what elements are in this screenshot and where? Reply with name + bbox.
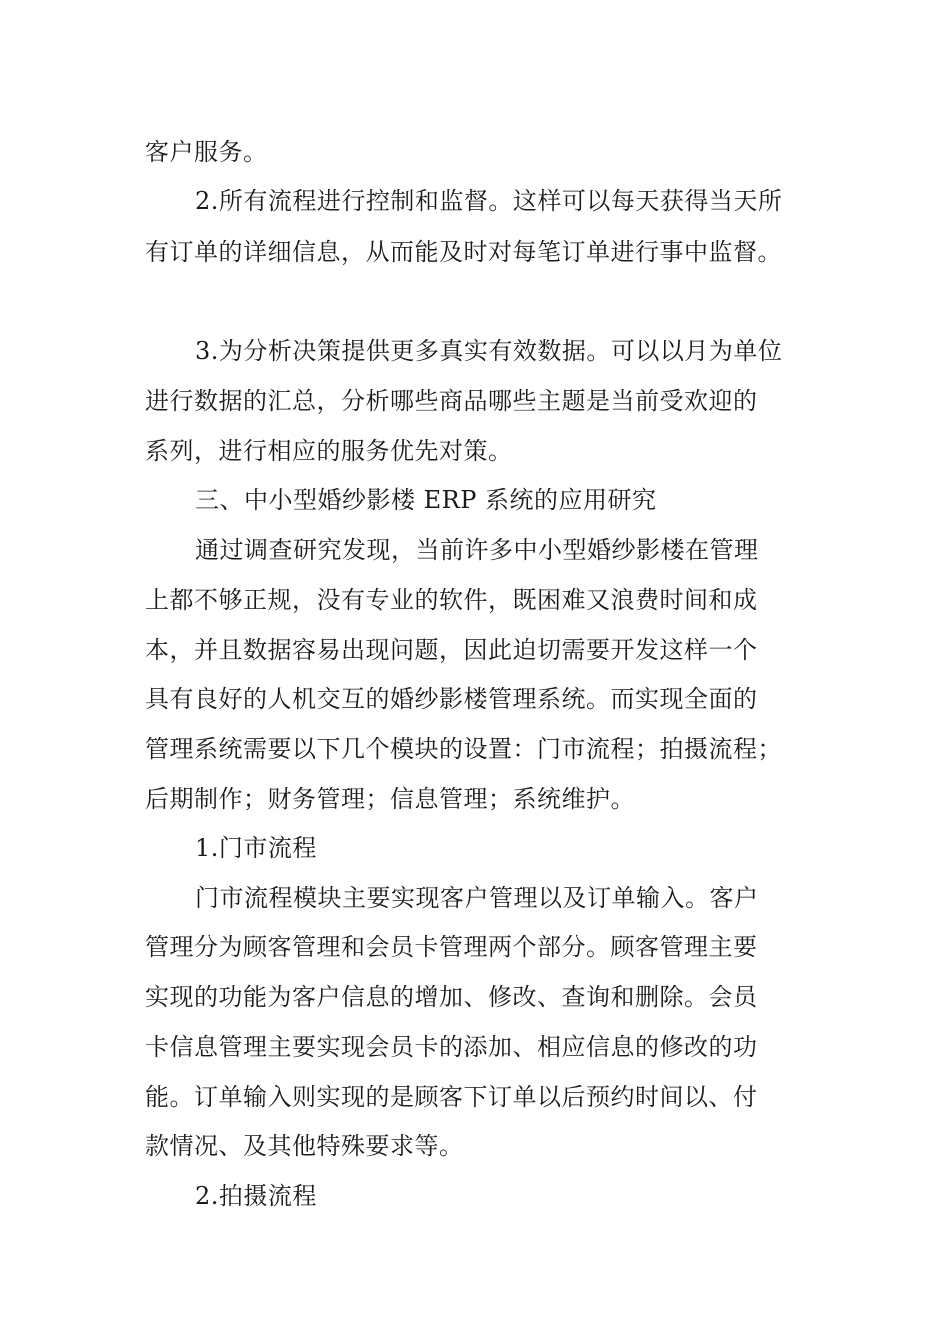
list-item-2-line: 2.所有流程进行控制和监督。这样可以每天获得当天所 <box>195 187 783 215</box>
text-line: 进行数据的汇总，分析哪些商品哪些主题是当前受欢迎的 <box>145 387 758 415</box>
text-line: 能。订单输入则实现的是顾客下订单以后预约时间以、付 <box>145 1083 758 1111</box>
text-line: 实现的功能为客户信息的增加、修改、查询和删除。会员 <box>145 983 758 1011</box>
section-heading: 三、中小型婚纱影楼 ERP 系统的应用研究 <box>195 486 657 514</box>
text-line: 后期制作；财务管理；信息管理；系统维护。 <box>145 785 635 813</box>
text-line: 有订单的详细信息，从而能及时对每笔订单进行事中监督。 <box>145 238 782 266</box>
text-line: 客户服务。 <box>145 138 268 166</box>
subsection-heading: 2.拍摄流程 <box>195 1182 317 1210</box>
text-line: 款情况、及其他特殊要求等。 <box>145 1132 464 1160</box>
subsection-heading: 1.门市流程 <box>195 834 317 862</box>
text-line: 具有良好的人机交互的婚纱影楼管理系统。而实现全面的 <box>145 685 758 713</box>
paragraph-line: 通过调查研究发现，当前许多中小型婚纱影楼在管理 <box>195 536 759 564</box>
text-line: 管理系统需要以下几个模块的设置：门市流程；拍摄流程； <box>145 735 782 763</box>
text-line: 系列，进行相应的服务优先对策。 <box>145 437 513 465</box>
paragraph-line: 门市流程模块主要实现客户管理以及订单输入。客户 <box>195 884 759 912</box>
text-line: 上都不够正规，没有专业的软件，既困难又浪费时间和成 <box>145 586 758 614</box>
list-item-3-line: 3.为分析决策提供更多真实有效数据。可以以月为单位 <box>195 337 783 365</box>
text-line: 卡信息管理主要实现会员卡的添加、相应信息的修改的功 <box>145 1033 758 1061</box>
text-line: 管理分为顾客管理和会员卡管理两个部分。顾客管理主要 <box>145 933 758 961</box>
text-line: 本，并且数据容易出现问题，因此迫切需要开发这样一个 <box>145 636 758 664</box>
